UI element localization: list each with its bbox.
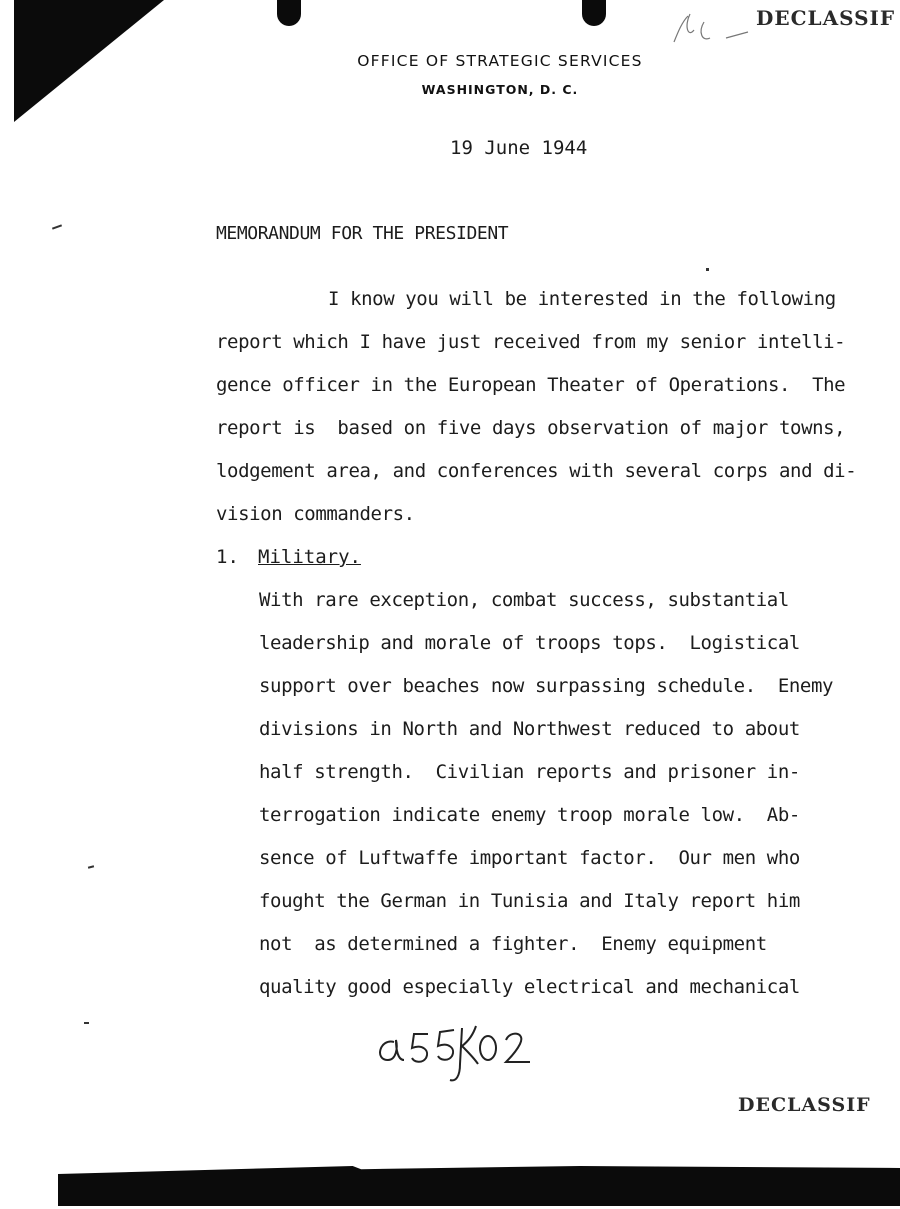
scan-speck — [706, 268, 709, 271]
intro-line: lodgement area, and conferences with several corps and di- — [216, 460, 857, 482]
memo-date: 19 June 1944 — [450, 137, 588, 159]
handwritten-note — [370, 1020, 540, 1090]
intro-line: report which I have just received from my senior intelli- — [216, 331, 846, 353]
section-title: Military. — [258, 546, 361, 568]
punch-hole-left — [277, 0, 301, 26]
section-line: quality good especially electrical and mechanical — [259, 976, 800, 998]
scan-speck — [52, 224, 62, 229]
scan-corner-mark — [14, 0, 164, 122]
intro-line: I know you will be interested in the following — [328, 288, 836, 310]
section-line: half strength. Civilian reports and prisoner in- — [259, 761, 800, 783]
section-line: fought the German in Tunisia and Italy report him — [259, 890, 800, 912]
declassified-stamp-bottom: DECLASSIF — [738, 1094, 871, 1116]
scan-speck — [84, 1022, 89, 1024]
punch-hole-right — [582, 0, 606, 26]
section-line: terrogation indicate enemy troop morale low. Ab- — [259, 804, 800, 826]
letterhead-city: WASHINGTON, D. C. — [421, 82, 579, 97]
letterhead-agency: OFFICE OF STRATEGIC SERVICES — [357, 52, 643, 70]
section-number: 1. — [216, 546, 239, 568]
section-line: sence of Luftwaffe important factor. Our men who — [259, 847, 800, 869]
scan-speck — [88, 865, 94, 868]
section-line: not as determined a fighter. Enemy equipment — [259, 933, 767, 955]
section-line: divisions in North and Northwest reduced to about — [259, 718, 800, 740]
section-line: With rare exception, combat success, substantial — [259, 589, 789, 611]
intro-line: report is based on five days observation of major towns, — [216, 417, 846, 439]
section-line: support over beaches now surpassing schedule. Enemy — [259, 675, 834, 697]
intro-line: gence officer in the European Theater of Operations. The — [216, 374, 846, 396]
memo-heading: MEMORANDUM FOR THE PRESIDENT — [216, 223, 509, 244]
pencil-scribble — [668, 8, 758, 48]
section-line: leadership and morale of troops tops. Logistical — [259, 632, 800, 654]
declassified-stamp-top: DECLASSIF — [756, 6, 896, 30]
scan-bottom-bar — [58, 1166, 900, 1206]
intro-line: vision commanders. — [216, 503, 415, 525]
